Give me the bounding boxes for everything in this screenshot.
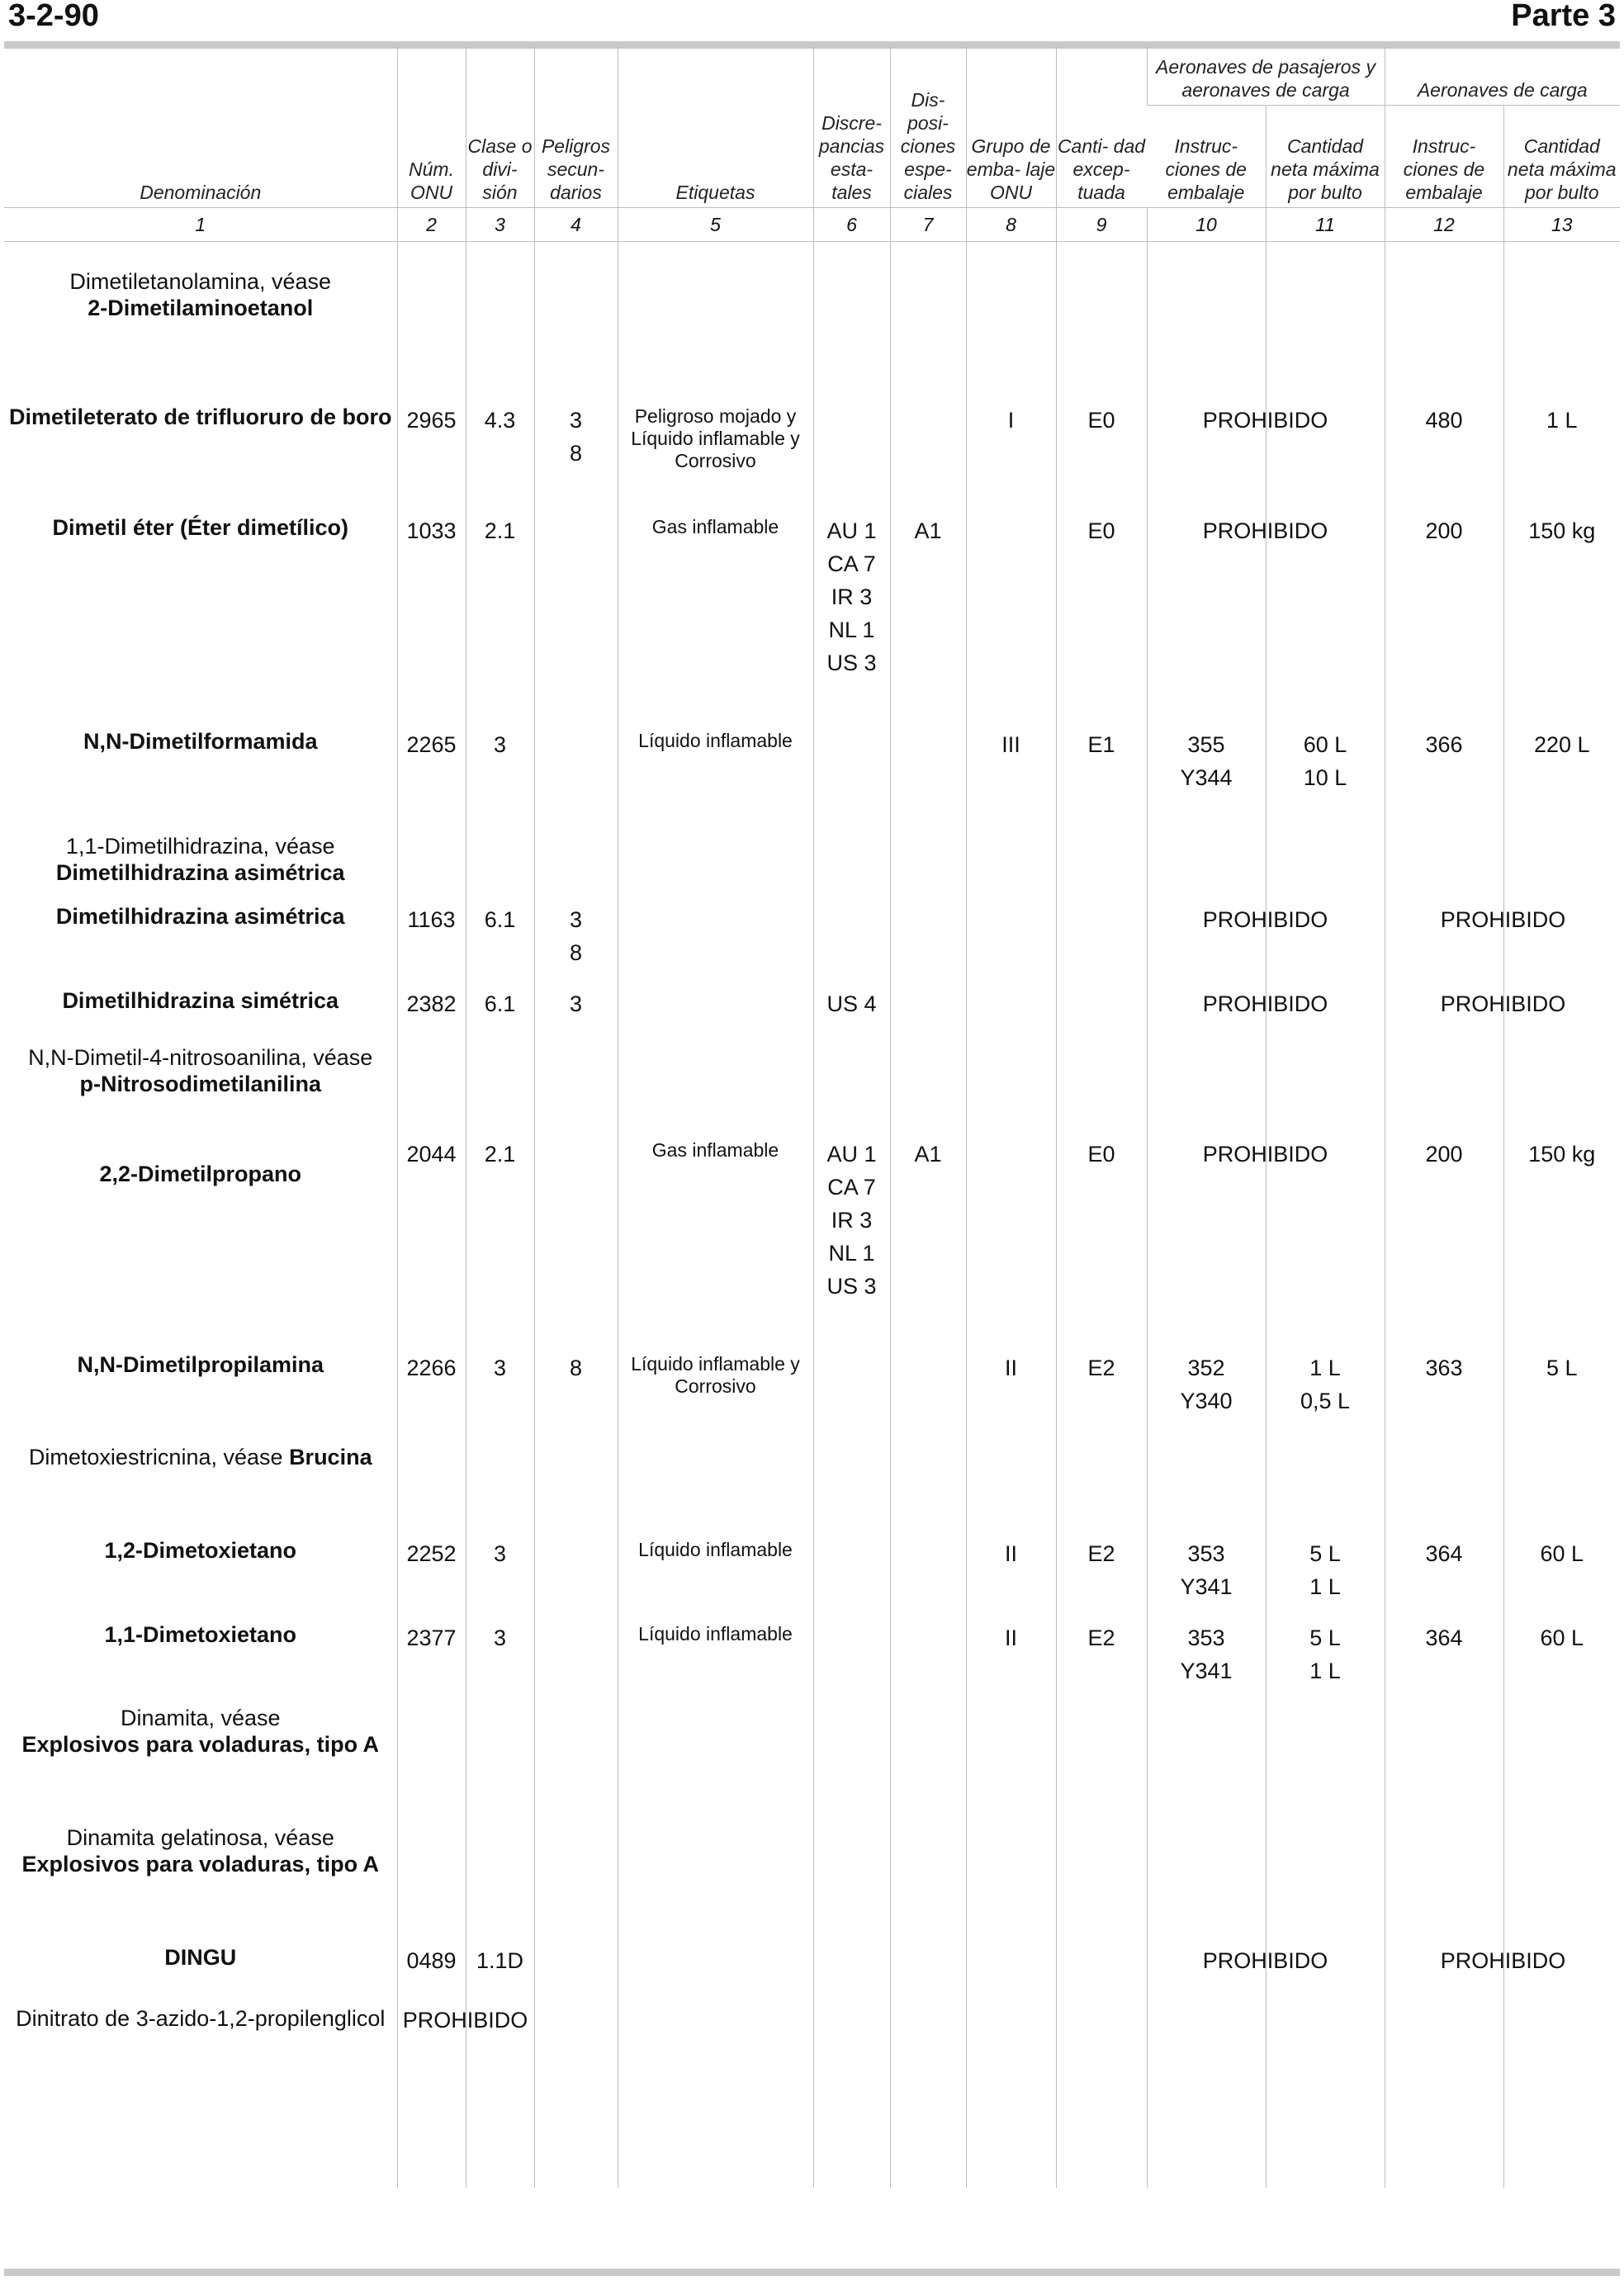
pax-packing-instruction [1147, 400, 1328, 511]
special-provisions [890, 900, 966, 984]
excepted-quantity [1056, 2002, 1147, 2188]
labels: Líquido inflamable [618, 1534, 813, 1618]
table-row [4, 1134, 1620, 1348]
special-provisions [890, 807, 966, 900]
table-row [4, 725, 1620, 807]
un-number: 2265 [397, 725, 466, 807]
pax-max-quantity [1266, 1701, 1385, 1821]
cargo-packing-instruction: 364 [1385, 1618, 1503, 1701]
special-provisions: A1 [890, 511, 966, 725]
un-number: 2377 [397, 1618, 466, 1701]
header-clase: Clase o divi- sión [466, 47, 534, 208]
state-variations [813, 1534, 890, 1618]
state-variations [813, 1441, 890, 1534]
header-cantidad-carga: Cantidad neta máxima por bulto [1503, 106, 1620, 208]
table-row [4, 242, 1620, 400]
pax-packing-instruction [1147, 900, 1328, 984]
subsidiary-hazard [534, 1618, 618, 1701]
packing-group [966, 1041, 1056, 1134]
state-variations: AU 1 CA 7 IR 3 NL 1 US 3 [813, 1134, 890, 1348]
un-number: 2044 [397, 1134, 466, 1348]
header-disposiciones: Dis- posi- ciones espe- ciales [890, 47, 966, 208]
pax-max-quantity: 60 L 10 L [1266, 725, 1385, 807]
cargo-max-quantity: 60 L [1503, 1534, 1620, 1618]
header-peligros-secundarios: Peligros secun- darios [534, 47, 618, 208]
excepted-quantity [1056, 1941, 1147, 2002]
pax-max-quantity [1266, 1041, 1385, 1134]
header-instrucciones-carga: Instruc- ciones de embalaje [1385, 106, 1503, 208]
entry-name-bold: p-Nitrosodimetilanilina [79, 1071, 322, 1096]
un-number: 1163 [397, 900, 466, 984]
header-num-onu: Núm. ONU [397, 47, 466, 208]
entry-name [4, 1618, 397, 1701]
packing-group: I [966, 400, 1056, 511]
column-number: 10 [1147, 208, 1266, 242]
entry-name-bold: Explosivos para voladuras, tipo A [21, 1731, 380, 1757]
page-number: 3-2-90 [8, 0, 99, 33]
bottom-rule [4, 2269, 1620, 2276]
header-group-carga: Aeronaves de carga [1385, 47, 1620, 106]
entry-name-plain: N,N-Dimetil-4-nitrosoanilina, véase [28, 1044, 373, 1070]
state-variations: US 4 [813, 984, 890, 1041]
class: 3 [466, 1534, 534, 1618]
un-number: 2266 [397, 1348, 466, 1441]
special-provisions [890, 1821, 966, 1941]
pax-max-quantity [1266, 1821, 1385, 1941]
column-number: 3 [466, 208, 534, 242]
un-number [397, 807, 466, 900]
cargo-packing-instruction [1385, 242, 1503, 400]
entry-name-plain: Dinamita, véase [120, 1705, 281, 1730]
un-number [397, 1821, 466, 1941]
cargo-packing-instruction [1385, 900, 1566, 984]
entry-name-bold: 2,2-Dimetilpropano [99, 1161, 302, 1186]
table-row [4, 807, 1620, 900]
packing-group: II [966, 1618, 1056, 1701]
table-row [4, 984, 1620, 1041]
entry-name-bold: N,N-Dimetilpropilamina [77, 1351, 324, 1377]
pax-packing-instruction [1147, 1941, 1328, 2002]
packing-group [966, 900, 1056, 984]
pax-packing-instruction [1147, 2002, 1266, 2188]
state-variations [813, 400, 890, 511]
special-provisions [890, 725, 966, 807]
excepted-quantity: E0 [1056, 1134, 1147, 1348]
cargo-packing-instruction [1385, 1701, 1503, 1821]
excepted-quantity [1056, 242, 1147, 400]
cargo-packing-instruction: 480 [1385, 400, 1503, 511]
entry-name [4, 400, 397, 511]
entry-name [4, 2002, 397, 2188]
class: 1.1D [466, 1941, 534, 2002]
entry-name [4, 1701, 397, 1821]
state-variations [813, 1348, 890, 1441]
pax-max-quantity: 5 L 1 L [1266, 1534, 1385, 1618]
entry-name-bold: Dimetilhidrazina asimétrica [55, 859, 345, 885]
column-number: 12 [1385, 208, 1503, 242]
packing-group: III [966, 725, 1056, 807]
subsidiary-hazard [534, 1821, 618, 1941]
cargo-max-quantity [1503, 807, 1620, 900]
column-number: 13 [1503, 208, 1620, 242]
entry-name [4, 1441, 397, 1534]
entry-name [4, 900, 397, 984]
column-number: 5 [618, 208, 813, 242]
class: 4.3 [466, 400, 534, 511]
cargo-max-quantity: 5 L [1503, 1348, 1620, 1441]
entry-name-bold: Explosivos para voladuras, tipo A [21, 1851, 380, 1876]
cargo-packing-instruction [1385, 984, 1566, 1041]
table-row [4, 1041, 1620, 1134]
entry-name [4, 984, 397, 1041]
special-provisions [890, 2002, 966, 2188]
column-number: 9 [1056, 208, 1147, 242]
state-variations: AU 1 CA 7 IR 3 NL 1 US 3 [813, 511, 890, 725]
class: 2.1 [466, 511, 534, 725]
state-variations [813, 1821, 890, 1941]
labels [618, 1821, 813, 1941]
state-variations [813, 242, 890, 400]
entry-name [4, 1041, 397, 1134]
prohibited-cargo: PROHIBIDO [1440, 906, 1566, 932]
cargo-max-quantity [1503, 2002, 1620, 2188]
labels: Líquido inflamable y Corrosivo [618, 1348, 813, 1441]
table-row [4, 1441, 1620, 1534]
cargo-packing-instruction [1385, 1041, 1503, 1134]
excepted-quantity: E2 [1056, 1348, 1147, 1441]
prohibited-pax: PROHIBIDO [1202, 1141, 1328, 1167]
state-variations [813, 725, 890, 807]
pax-packing-instruction [1147, 1441, 1266, 1534]
pax-packing-instruction [1147, 807, 1266, 900]
entry-name-bold: Brucina [289, 1444, 372, 1469]
state-variations [813, 2002, 890, 2188]
labels [618, 2002, 813, 2188]
special-provisions [890, 1618, 966, 1701]
cargo-max-quantity: 1 L [1503, 400, 1620, 511]
entry-name [4, 1821, 397, 1941]
cargo-packing-instruction: 366 [1385, 725, 1503, 807]
packing-group: II [966, 1348, 1056, 1441]
un-number: 1033 [397, 511, 466, 725]
table-row [4, 1618, 1620, 1701]
column-number: 2 [397, 208, 466, 242]
column-number: 4 [534, 208, 618, 242]
subsidiary-hazard [534, 2002, 618, 2188]
packing-group [966, 1941, 1056, 2002]
header-group-pasajeros: Aeronaves de pasajeros y aeronaves de carga [1147, 47, 1385, 106]
subsidiary-hazard [534, 807, 618, 900]
packing-group [966, 2002, 1056, 2188]
prohibited-pax: PROHIBIDO [1202, 906, 1328, 932]
table-row [4, 900, 1620, 984]
cargo-max-quantity [1503, 1041, 1620, 1134]
class [466, 1701, 534, 1821]
packing-group [966, 1134, 1056, 1348]
pax-max-quantity [1266, 1441, 1385, 1534]
column-number-row [4, 208, 1620, 242]
header-etiquetas: Etiquetas [618, 47, 813, 208]
entry-name-bold: Dimetil éter (Éter dimetílico) [52, 514, 349, 540]
dangerous-goods-table [4, 47, 1620, 2188]
un-number [397, 2002, 528, 2188]
entry-name-bold: Dimetilhidrazina simétrica [62, 987, 339, 1013]
class: 6.1 [466, 900, 534, 984]
pax-max-quantity: 5 L 1 L [1266, 1618, 1385, 1701]
packing-group [966, 242, 1056, 400]
state-variations [813, 807, 890, 900]
prohibited-pax: PROHIBIDO [1202, 518, 1328, 543]
labels: Gas inflamable [618, 511, 813, 725]
state-variations [813, 1701, 890, 1821]
packing-group [966, 1821, 1056, 1941]
class: 2.1 [466, 1134, 534, 1348]
labels [618, 984, 813, 1041]
packing-group: II [966, 1534, 1056, 1618]
packing-group [966, 1441, 1056, 1534]
subsidiary-hazard [534, 725, 618, 807]
cargo-packing-instruction [1385, 2002, 1503, 2188]
special-provisions [890, 1534, 966, 1618]
class [466, 1821, 534, 1941]
cargo-packing-instruction [1385, 1441, 1503, 1534]
column-number: 11 [1266, 208, 1385, 242]
cargo-max-quantity: 60 L [1503, 1618, 1620, 1701]
excepted-quantity: E0 [1056, 400, 1147, 511]
column-number: 7 [890, 208, 966, 242]
entry-name [4, 725, 397, 807]
column-number: 8 [966, 208, 1056, 242]
column-number: 6 [813, 208, 890, 242]
prohibited-pax: PROHIBIDO [1202, 407, 1328, 433]
pax-max-quantity [1266, 2002, 1385, 2188]
subsidiary-hazard: 3 [534, 984, 618, 1041]
entry-name [4, 1534, 397, 1618]
entry-name-bold: Dimetileterato de trifluoruro de boro [8, 404, 392, 429]
excepted-quantity [1056, 1041, 1147, 1134]
special-provisions [890, 1941, 966, 2002]
labels [618, 1441, 813, 1534]
table-row [4, 1701, 1620, 1821]
cargo-packing-instruction [1385, 1821, 1503, 1941]
header-denominacion: Denominación [140, 182, 262, 203]
excepted-quantity [1056, 1441, 1147, 1534]
prohibited-entry: PROHIBIDO [402, 2007, 528, 2033]
cargo-max-quantity: 150 kg [1503, 1134, 1620, 1348]
pax-max-quantity: 1 L 0,5 L [1266, 1348, 1385, 1441]
subsidiary-hazard [534, 1534, 618, 1618]
subsidiary-hazard: 3 8 [534, 400, 618, 511]
special-provisions [890, 1701, 966, 1821]
prohibited-cargo: PROHIBIDO [1440, 991, 1566, 1016]
labels [618, 1941, 813, 2002]
state-variations [813, 900, 890, 984]
pax-packing-instruction [1147, 242, 1266, 400]
special-provisions [890, 984, 966, 1041]
labels: Gas inflamable [618, 1134, 813, 1348]
packing-group [966, 1701, 1056, 1821]
entry-name [4, 1348, 397, 1441]
subsidiary-hazard [534, 242, 618, 400]
class: 3 [466, 725, 534, 807]
pax-packing-instruction: 355 Y344 [1147, 725, 1266, 807]
cargo-max-quantity [1503, 1701, 1620, 1821]
page-header [8, 0, 1616, 41]
excepted-quantity [1056, 1821, 1147, 1941]
subsidiary-hazard [534, 1941, 618, 2002]
class [466, 1041, 534, 1134]
cargo-packing-instruction [1385, 807, 1503, 900]
entry-name-plain: Dimetoxiestricnina, véase [28, 1444, 283, 1469]
excepted-quantity [1056, 1701, 1147, 1821]
packing-group [966, 984, 1056, 1041]
table-row [4, 1821, 1620, 1941]
un-number: 2382 [397, 984, 466, 1041]
cargo-packing-instruction: 363 [1385, 1348, 1503, 1441]
subsidiary-hazard: 3 8 [534, 900, 618, 984]
entry-name-bold: 1,1-Dimetoxietano [104, 1621, 297, 1647]
state-variations [813, 1618, 890, 1701]
pax-packing-instruction [1147, 1821, 1266, 1941]
subsidiary-hazard [534, 1041, 618, 1134]
entry-name-plain: Dimetiletanolamina, véase [69, 269, 332, 294]
pax-packing-instruction: 353 Y341 [1147, 1618, 1266, 1701]
prohibited-pax: PROHIBIDO [1202, 991, 1328, 1016]
cargo-max-quantity [1503, 242, 1620, 400]
cargo-packing-instruction [1385, 1941, 1566, 2002]
table-row [4, 1348, 1620, 1441]
table-row [4, 400, 1620, 511]
excepted-quantity [1056, 984, 1147, 1041]
column-number: 1 [4, 208, 397, 242]
entry-name [4, 242, 397, 400]
excepted-quantity: E1 [1056, 725, 1147, 807]
excepted-quantity [1056, 900, 1147, 984]
cargo-packing-instruction: 200 [1385, 511, 1503, 725]
cargo-max-quantity: 220 L [1503, 725, 1620, 807]
entry-name-plain: Dinamita gelatinosa, véase [66, 1824, 334, 1850]
un-number [397, 1701, 466, 1821]
excepted-quantity: E0 [1056, 511, 1147, 725]
cargo-max-quantity [1503, 1441, 1620, 1534]
header-discrepancias: Discre- pancias esta- tales [813, 47, 890, 208]
pax-packing-instruction [1147, 1134, 1328, 1348]
table-row [4, 1941, 1620, 2002]
header-instrucciones-pasajeros: Instruc- ciones de embalaje [1165, 135, 1247, 203]
pax-packing-instruction [1147, 511, 1328, 725]
special-provisions [890, 1441, 966, 1534]
entry-name-bold: Dimetilhidrazina asimétrica [55, 903, 345, 929]
labels [618, 1041, 813, 1134]
subsidiary-hazard [534, 511, 618, 725]
header-grupo-embalaje: Grupo de emba- laje ONU [966, 47, 1056, 208]
special-provisions [890, 400, 966, 511]
packing-group [966, 511, 1056, 725]
pax-packing-instruction: 352 Y340 [1147, 1348, 1266, 1441]
class: 6.1 [466, 984, 534, 1041]
prohibited-cargo: PROHIBIDO [1440, 1947, 1566, 1973]
labels [618, 900, 813, 984]
header-cantidad-pasajeros: Cantidad neta máxima por bulto [1266, 106, 1385, 208]
pax-max-quantity [1266, 242, 1385, 400]
entry-name-plain: 1,1-Dimetilhidrazina, véase [65, 833, 335, 859]
packing-group [966, 807, 1056, 900]
pax-packing-instruction [1147, 984, 1328, 1041]
header-cantidad-exceptuada: Canti- dad excep- tuada [1056, 47, 1147, 208]
state-variations [813, 1941, 890, 2002]
entry-name [4, 511, 397, 725]
cargo-packing-instruction: 364 [1385, 1534, 1503, 1618]
class [466, 807, 534, 900]
entry-name-bold: 1,2-Dimetoxietano [104, 1537, 297, 1563]
class [466, 242, 534, 400]
subsidiary-hazard [534, 1134, 618, 1348]
subsidiary-hazard: 8 [534, 1348, 618, 1441]
pax-packing-instruction: 353 Y341 [1147, 1534, 1266, 1618]
entry-name [4, 1941, 397, 2002]
entry-name-bold: DINGU [164, 1944, 237, 1970]
class: 3 [466, 1348, 534, 1441]
entry-name-bold: N,N-Dimetilformamida [83, 728, 318, 754]
table-row [4, 1534, 1620, 1618]
un-number [397, 1041, 466, 1134]
excepted-quantity: E2 [1056, 1534, 1147, 1618]
prohibited-pax: PROHIBIDO [1202, 1947, 1328, 1973]
special-provisions [890, 1348, 966, 1441]
excepted-quantity [1056, 807, 1147, 900]
pax-packing-instruction [1147, 1041, 1266, 1134]
un-number [397, 1441, 466, 1534]
labels: Líquido inflamable [618, 1618, 813, 1701]
entry-name-bold: 2-Dimetilaminoetanol [88, 296, 314, 320]
entry-name [4, 807, 397, 900]
labels [618, 807, 813, 900]
state-variations [813, 1041, 890, 1134]
labels: Líquido inflamable [618, 725, 813, 807]
special-provisions [890, 242, 966, 400]
entry-name [4, 1134, 397, 1348]
cargo-max-quantity [1503, 1821, 1620, 1941]
un-number: 0489 [397, 1941, 466, 2002]
table-row [4, 511, 1620, 725]
table-row [4, 2002, 1620, 2188]
cargo-max-quantity: 150 kg [1503, 511, 1620, 725]
pax-max-quantity [1266, 807, 1385, 900]
un-number: 2252 [397, 1534, 466, 1618]
subsidiary-hazard [534, 1701, 618, 1821]
class: 3 [466, 1618, 534, 1701]
un-number: 2965 [397, 400, 466, 511]
labels: Peligroso mojado y Líquido inflamable y Corrosivo [618, 400, 813, 511]
cargo-packing-instruction: 200 [1385, 1134, 1503, 1348]
un-number [397, 242, 466, 400]
excepted-quantity: E2 [1056, 1618, 1147, 1701]
part-label: Parte 3 [1511, 0, 1616, 33]
labels [618, 242, 813, 400]
class [466, 1441, 534, 1534]
entry-name-plain: Dinitrato de 3-azido-1,2-propilenglicol [16, 2005, 386, 2031]
labels [618, 1701, 813, 1821]
special-provisions [890, 1041, 966, 1134]
pax-packing-instruction [1147, 1701, 1266, 1821]
special-provisions: A1 [890, 1134, 966, 1348]
subsidiary-hazard [534, 1441, 618, 1534]
